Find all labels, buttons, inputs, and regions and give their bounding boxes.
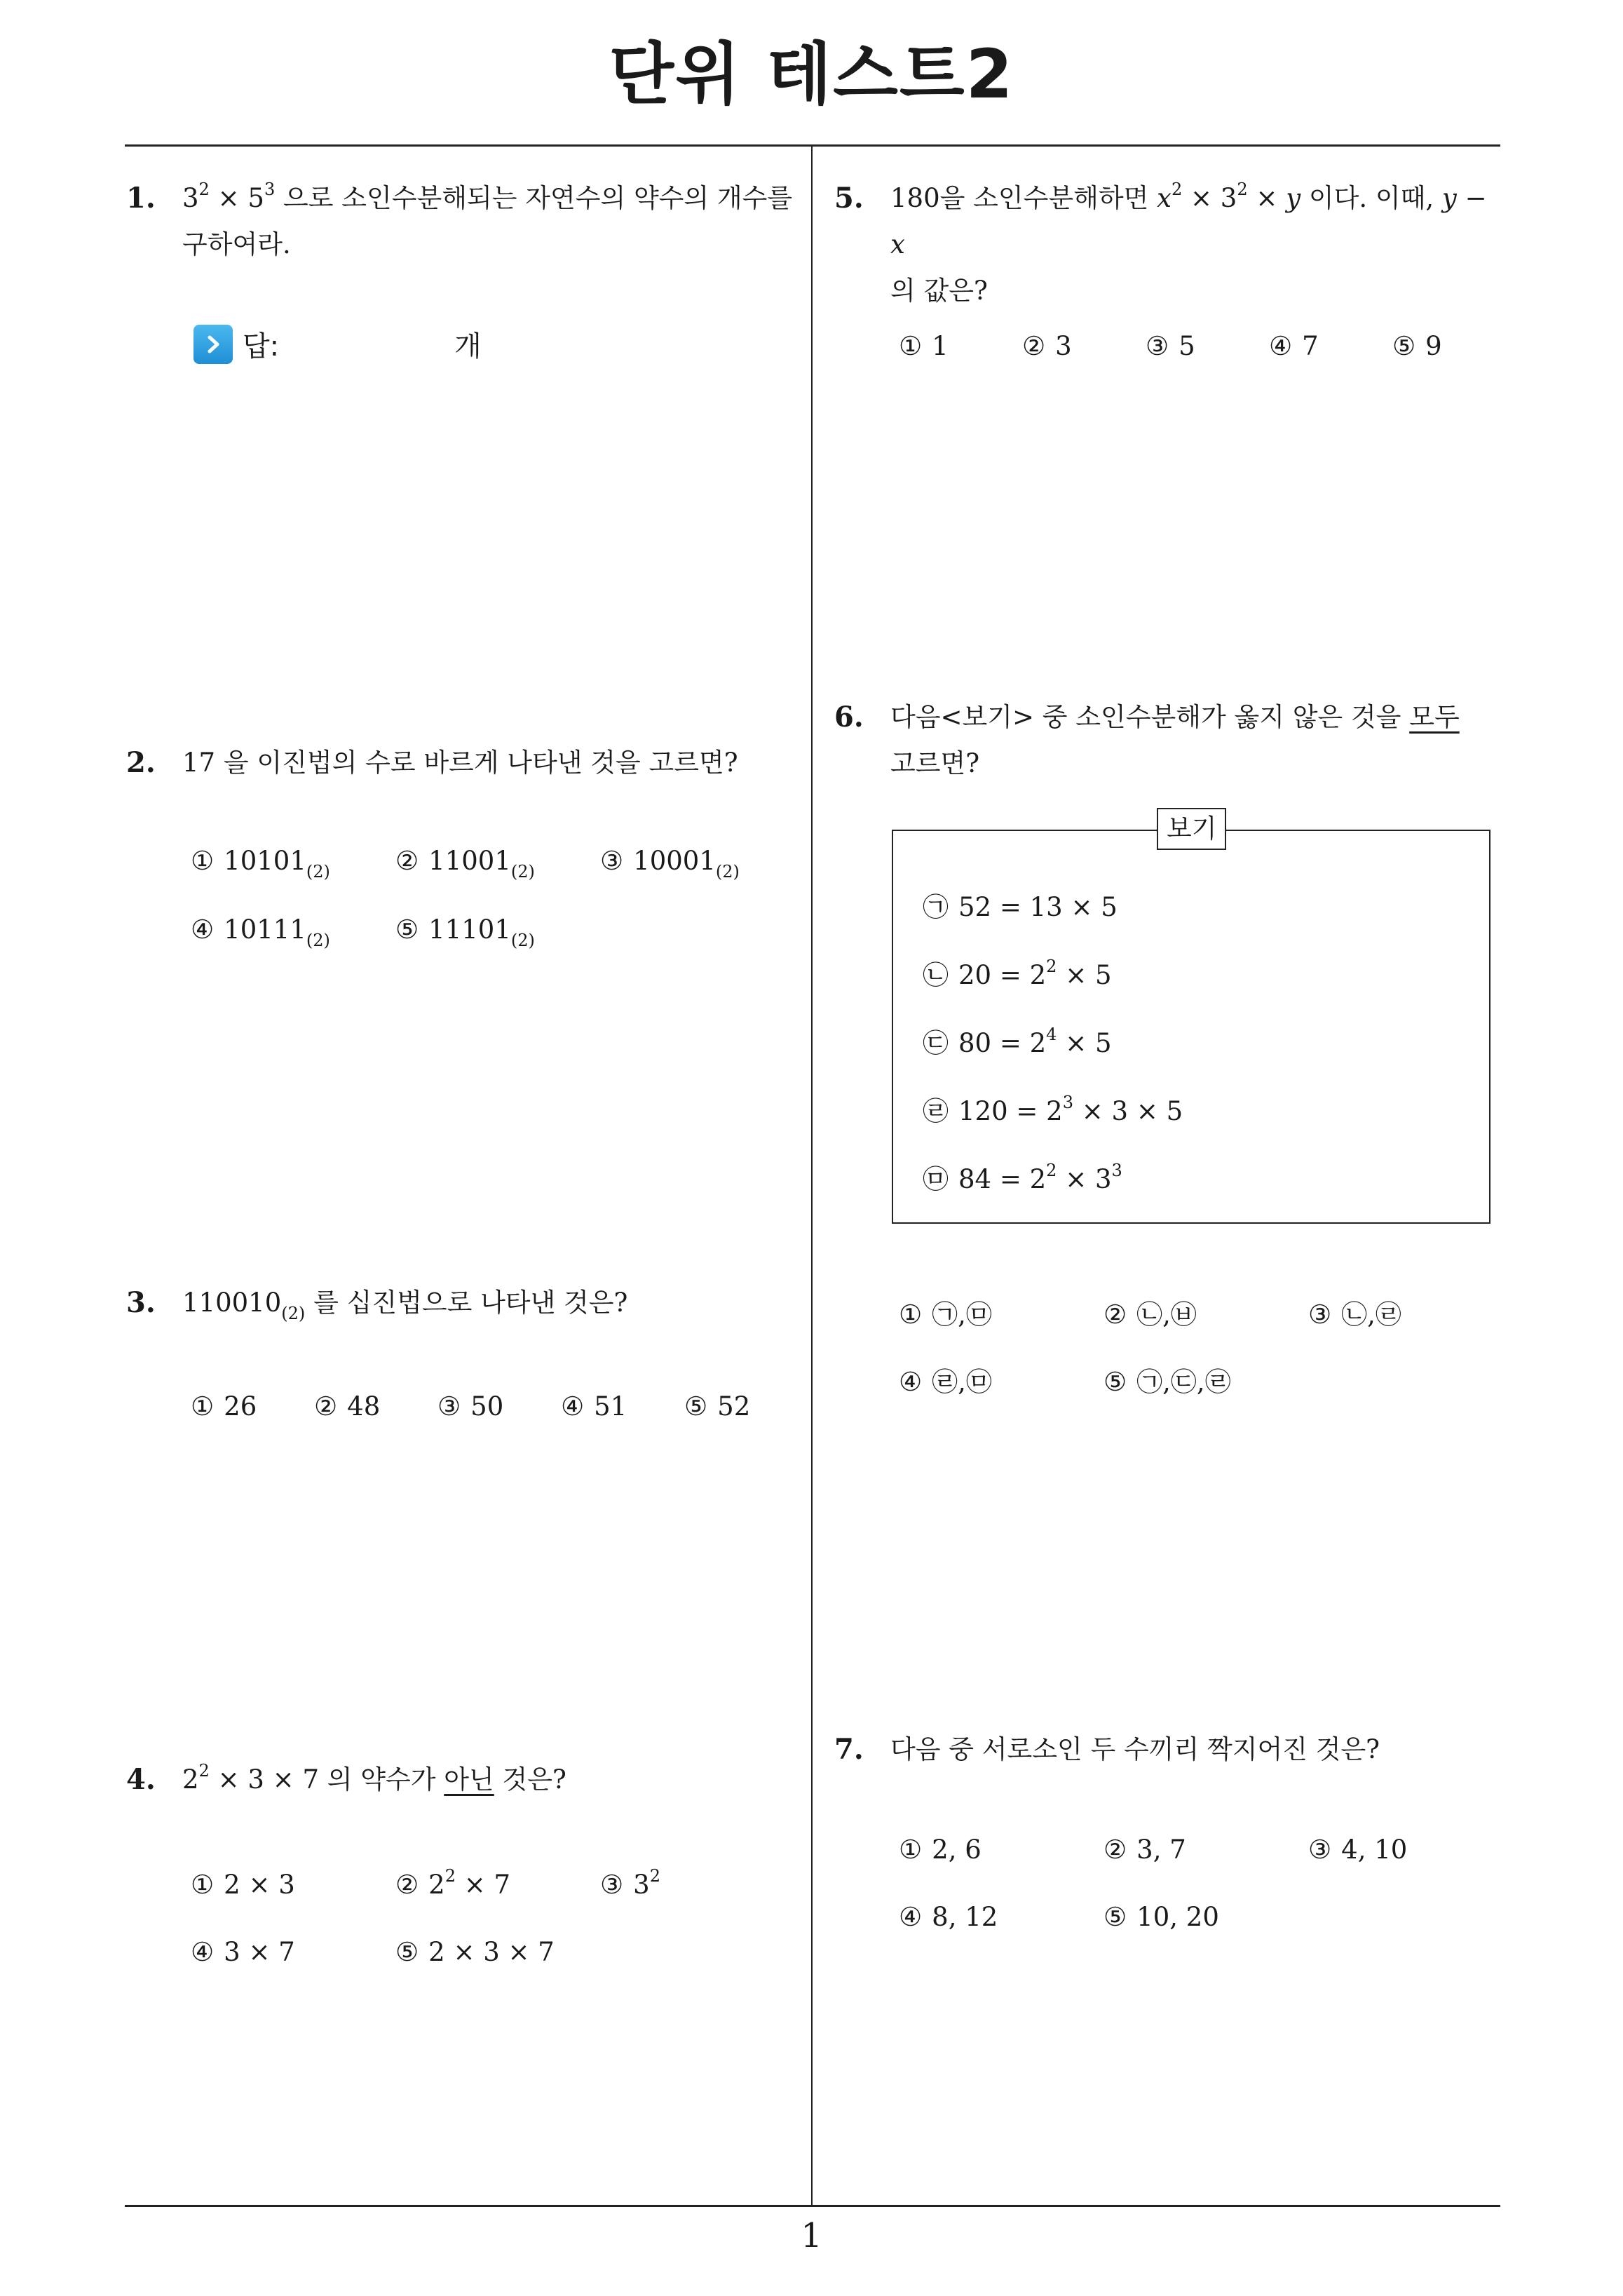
- option-1[interactable]: ① 26: [191, 1391, 257, 1422]
- option-5[interactable]: ⑤ ㉠,㉢,㉣: [1103, 1367, 1231, 1397]
- question-1: [126, 175, 799, 268]
- page-number: 1: [801, 2216, 822, 2255]
- option-3[interactable]: ③ 4, 10: [1308, 1835, 1408, 1865]
- option-1[interactable]: ① $10101_{(2)}$: [191, 846, 330, 882]
- option-2[interactable]: ② 48: [314, 1391, 381, 1422]
- option-3[interactable]: ③ 50: [437, 1391, 504, 1422]
- question-number: 1.: [126, 182, 156, 215]
- option-5[interactable]: ⑤ 52: [684, 1391, 751, 1422]
- example-box-label: 보기: [1157, 808, 1226, 850]
- option-4[interactable]: ④ $10111_{(2)}$: [191, 914, 330, 950]
- example-item-4: ㉣ $120 = 2^3 \times 3 \times 5$: [923, 1093, 1183, 1126]
- answer-input[interactable]: [279, 330, 454, 358]
- option-4[interactable]: ④ ㉣,㉤: [899, 1367, 992, 1397]
- option-1[interactable]: ① ㉠,㉤: [899, 1299, 992, 1330]
- question-text: $110010_{(2)}$ 를 십진법으로 나타낸 것은?: [182, 1288, 628, 1323]
- option-3[interactable]: ③ ㉡,㉣: [1308, 1299, 1401, 1330]
- option-5[interactable]: ⑤ $11101_{(2)}$: [395, 914, 535, 950]
- question-4: [126, 1757, 799, 1803]
- expression: $x^2 \times 3^2 \times y$: [1157, 180, 1301, 213]
- example-item-5: ㉤ $84 = 2^2 \times 3^3$: [923, 1161, 1122, 1194]
- option-5[interactable]: ⑤ 9: [1392, 331, 1442, 361]
- example-item-1: ㉠ 52 = 13 × 5: [923, 892, 1118, 922]
- question-text: $3^2 \times 5^3$ 으로 소인수분해되는 자연수의 약수의 개수를 구하여라.: [182, 180, 793, 259]
- option-4[interactable]: ④ 7: [1269, 331, 1319, 361]
- answer-line: [193, 324, 482, 364]
- option-4[interactable]: ④ 3 × 7: [191, 1937, 295, 1967]
- question-text: 17 을 이진법의 수로 바르게 나타낸 것을 고르면?: [182, 748, 738, 778]
- question-text: $2^2 \times 3 \times 7$ 의 약수가 아닌 것은?: [182, 1761, 566, 1795]
- question-6: [834, 694, 1507, 787]
- question-number: 3.: [126, 1286, 156, 1319]
- footer-rule: [125, 2205, 1500, 2207]
- option-3[interactable]: ③ $3^2$: [600, 1866, 661, 1900]
- header-rule: [125, 144, 1500, 147]
- question-number: 7.: [834, 1733, 864, 1766]
- answer-label: 답:: [243, 330, 280, 363]
- option-3[interactable]: ③ $10001_{(2)}$: [600, 846, 740, 882]
- option-5[interactable]: ⑤ 2 × 3 × 7: [395, 1937, 555, 1967]
- option-2[interactable]: ② 3: [1022, 331, 1072, 361]
- option-2[interactable]: ② $2^2 \times 7$: [395, 1866, 511, 1900]
- question-text: 다음<보기> 중 소인수분해가 옳지 않은 것을 모두 고르면?: [890, 702, 1460, 778]
- option-2[interactable]: ② $11001_{(2)}$: [395, 846, 535, 882]
- column-divider: [811, 144, 813, 2206]
- option-2[interactable]: ② 3, 7: [1103, 1835, 1186, 1865]
- expression: $3^2 \times 5^3$: [182, 180, 276, 213]
- option-5[interactable]: ⑤ 10, 20: [1103, 1902, 1219, 1932]
- option-1[interactable]: ① 1: [899, 331, 949, 361]
- page-title: 단위 테스트2: [609, 35, 1014, 114]
- option-1[interactable]: ① 2 × 3: [191, 1870, 295, 1900]
- expression: y − x: [890, 183, 1487, 259]
- question-number: 2.: [126, 746, 156, 779]
- option-4[interactable]: ④ 51: [561, 1391, 627, 1422]
- question-number: 6.: [834, 701, 864, 734]
- question-7: [834, 1727, 1507, 1773]
- question-text: 180을 소인수분해하면 $x^2 \times 3^2 \times y$ 이다. 이때, y − x 의 값은?: [890, 180, 1487, 306]
- option-2[interactable]: ② ㉡,㉥: [1103, 1299, 1197, 1330]
- arrow-right-icon: [193, 325, 233, 364]
- answer-unit: 개: [454, 330, 482, 363]
- question-text: 다음 중 서로소인 두 수끼리 짝지어진 것은?: [890, 1734, 1380, 1764]
- question-5: [834, 175, 1507, 314]
- question-number: 5.: [834, 182, 864, 215]
- expression: $2^2 \times 3 \times 7$: [182, 1761, 319, 1795]
- question-2: [126, 740, 799, 786]
- example-item-2: ㉡ $20 = 2^2 \times 5$: [923, 957, 1112, 990]
- option-1[interactable]: ① 2, 6: [899, 1835, 982, 1865]
- question-number: 4.: [126, 1763, 156, 1796]
- question-3: [126, 1280, 799, 1326]
- option-3[interactable]: ③ 5: [1146, 331, 1195, 361]
- example-item-3: ㉢ $80 = 2^4 \times 5$: [923, 1025, 1112, 1058]
- option-4[interactable]: ④ 8, 12: [899, 1902, 998, 1932]
